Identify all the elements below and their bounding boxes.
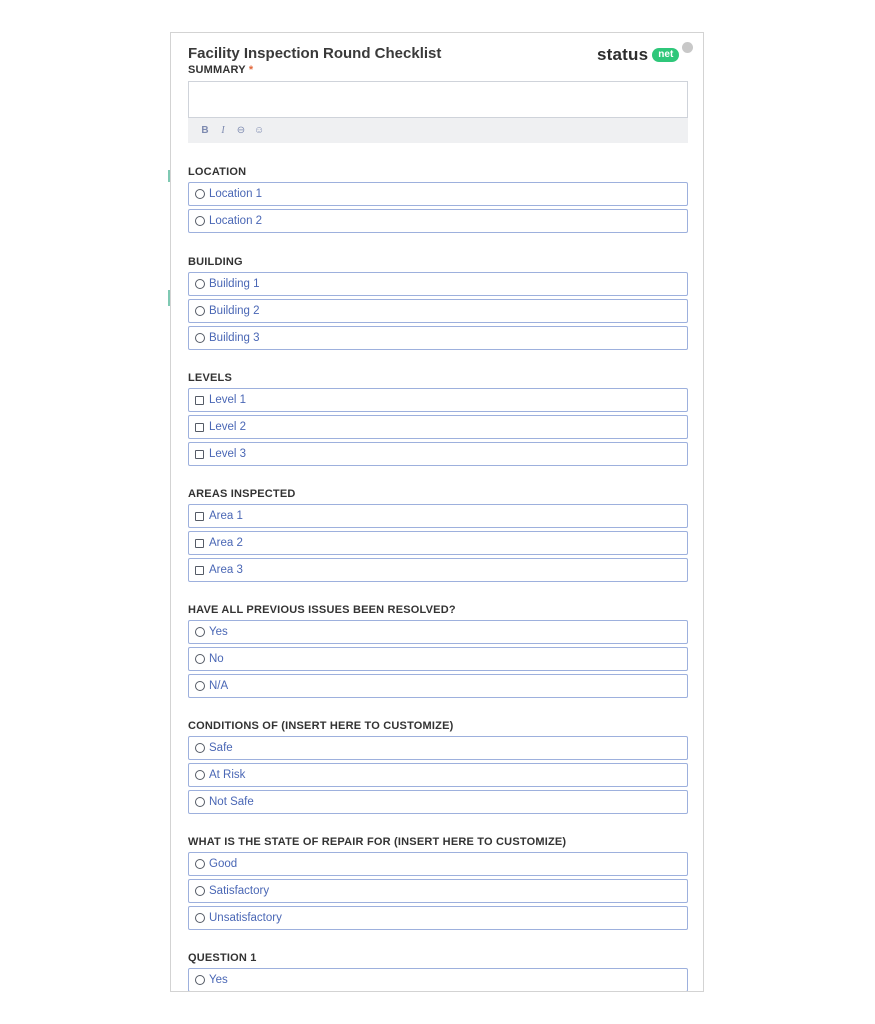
option-label: Level 3	[209, 448, 247, 460]
italic-button[interactable]: I	[221, 125, 225, 136]
radio-icon	[195, 306, 205, 316]
location-option[interactable]	[188, 182, 688, 206]
radio-icon	[195, 681, 205, 691]
building-option[interactable]	[188, 299, 688, 323]
areas-label: AREAS INSPECTED	[188, 488, 296, 500]
option-label: Level 2	[209, 421, 247, 433]
checkbox-icon	[195, 396, 204, 405]
option-label: Level 1	[209, 394, 247, 406]
building-label: BUILDING	[188, 256, 243, 268]
location-label: LOCATION	[188, 166, 247, 178]
option-label: Building 3	[209, 332, 260, 344]
radio-icon	[195, 797, 205, 807]
summary-label-wrap	[188, 64, 253, 76]
option-label: No	[209, 653, 224, 665]
bold-button[interactable]: B	[201, 125, 209, 136]
form-title: Facility Inspection Round Checklist	[188, 45, 442, 62]
repair-state-option[interactable]	[188, 852, 688, 876]
radio-icon	[195, 886, 205, 896]
option-label: N/A	[209, 680, 229, 692]
question-1-option[interactable]	[188, 968, 688, 992]
radio-icon	[195, 189, 205, 199]
conditions-label: CONDITIONS OF (INSERT HERE TO CUSTOMIZE)	[188, 720, 454, 732]
level-option[interactable]	[188, 442, 688, 466]
radio-icon	[195, 913, 205, 923]
previous-issues-label: HAVE ALL PREVIOUS ISSUES BEEN RESOLVED?	[188, 604, 456, 616]
radio-icon	[195, 743, 205, 753]
area-option[interactable]	[188, 531, 688, 555]
option-label: Area 2	[209, 537, 243, 549]
option-label: At Risk	[209, 769, 246, 781]
close-icon[interactable]	[682, 42, 693, 53]
previous-issues-option[interactable]	[188, 647, 688, 671]
option-label: Yes	[209, 626, 228, 638]
option-label: Area 1	[209, 510, 243, 522]
emoji-icon[interactable]: ☺	[254, 125, 265, 136]
option-label: Area 3	[209, 564, 243, 576]
logo-badge: net	[652, 48, 679, 62]
radio-icon	[195, 654, 205, 664]
statusnet-logo	[597, 45, 679, 65]
option-label: Good	[209, 858, 238, 870]
area-option[interactable]	[188, 558, 688, 582]
location-option[interactable]	[188, 209, 688, 233]
condition-option[interactable]	[188, 790, 688, 814]
option-label: Unsatisfactory	[209, 912, 282, 924]
option-label: Location 2	[209, 215, 263, 227]
building-option[interactable]	[188, 272, 688, 296]
condition-option[interactable]	[188, 736, 688, 760]
option-label: Satisfactory	[209, 885, 270, 897]
option-label: Not Safe	[209, 796, 254, 808]
condition-option[interactable]	[188, 763, 688, 787]
level-option[interactable]	[188, 415, 688, 439]
required-marker: *	[248, 64, 254, 76]
level-option[interactable]	[188, 388, 688, 412]
checkbox-icon	[195, 450, 204, 459]
link-icon[interactable]: ⊖	[236, 125, 246, 136]
radio-icon	[195, 627, 205, 637]
summary-label: SUMMARY	[188, 64, 246, 76]
radio-icon	[195, 279, 205, 289]
checkbox-icon	[195, 539, 204, 548]
previous-issues-option[interactable]	[188, 620, 688, 644]
radio-icon	[195, 859, 205, 869]
previous-issues-option[interactable]	[188, 674, 688, 698]
repair-state-label: WHAT IS THE STATE OF REPAIR FOR (INSERT HERE TO CUSTOMIZE)	[188, 836, 567, 848]
question-1-label: QUESTION 1	[188, 952, 257, 964]
option-label: Building 2	[209, 305, 260, 317]
radio-icon	[195, 975, 205, 985]
repair-state-option[interactable]	[188, 879, 688, 903]
form-panel	[170, 32, 704, 992]
checkbox-icon	[195, 423, 204, 432]
area-option[interactable]	[188, 504, 688, 528]
option-label: Location 1	[209, 188, 263, 200]
repair-state-option[interactable]	[188, 906, 688, 930]
radio-icon	[195, 216, 205, 226]
building-option[interactable]	[188, 326, 688, 350]
logo-word: status	[597, 45, 649, 64]
option-label: Building 1	[209, 278, 260, 290]
option-label: Yes	[209, 974, 228, 986]
checkbox-icon	[195, 512, 204, 521]
summary-input[interactable]	[188, 81, 688, 118]
checkbox-icon	[195, 566, 204, 575]
option-label: Safe	[209, 742, 233, 754]
radio-icon	[195, 333, 205, 343]
radio-icon	[195, 770, 205, 780]
levels-label: LEVELS	[188, 372, 232, 384]
summary-toolbar	[188, 118, 688, 143]
